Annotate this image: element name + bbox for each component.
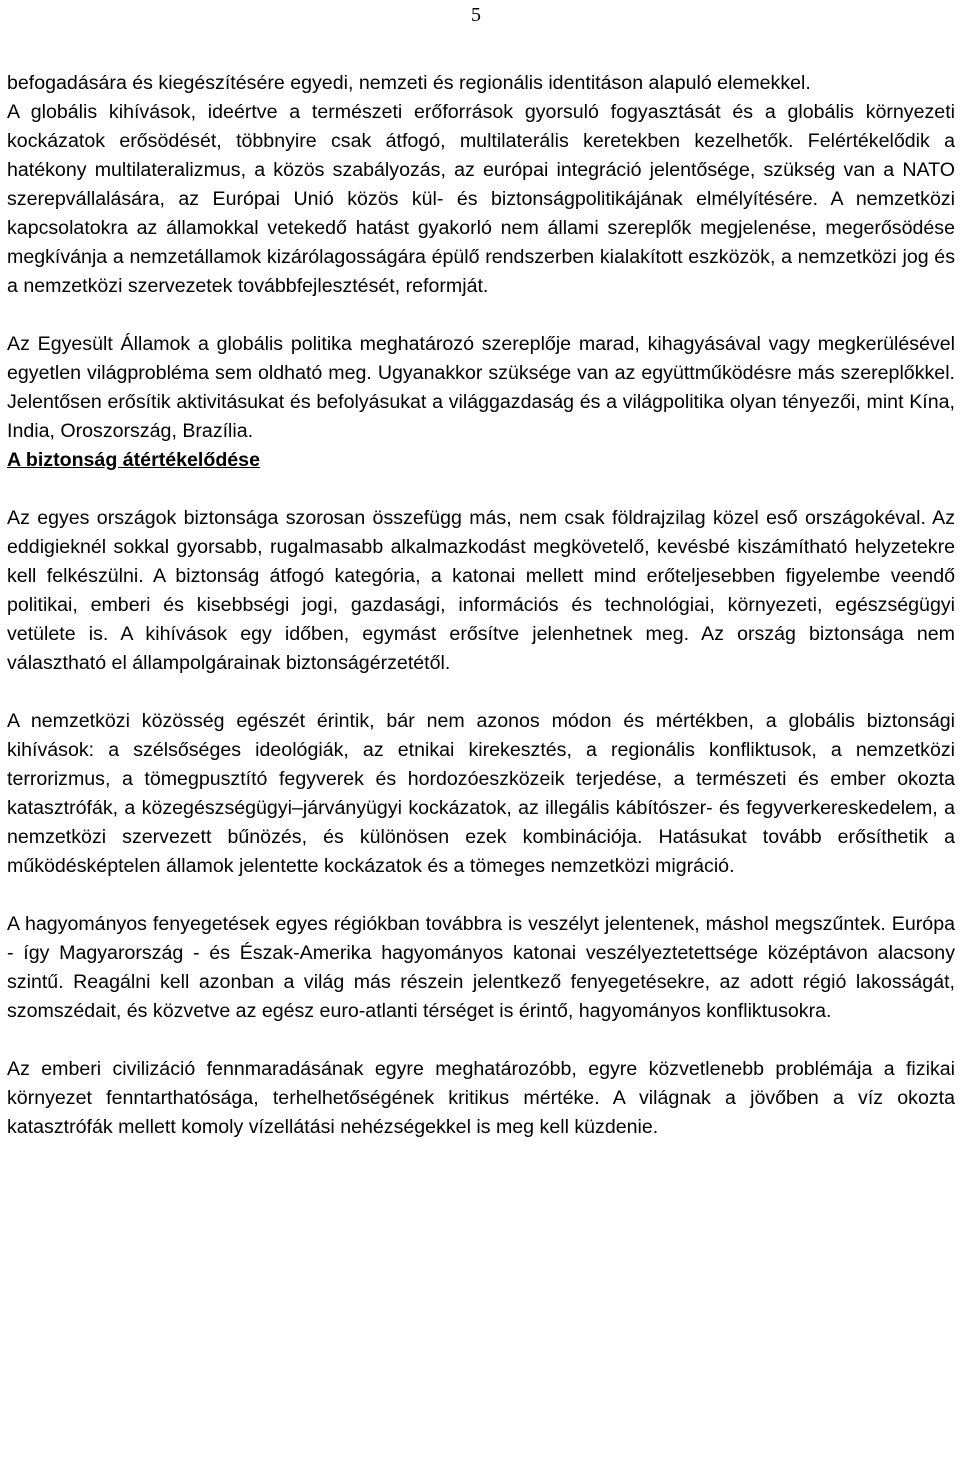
paragraph-environment: Az emberi civilizáció fennmaradásának egyre meghatározóbb, egyre közvetlenebb problémája a fizikai környezet fenntarthatósága, terhelhetőségének kritikus mértéke. A világnak a jövőben a víz okozta katasztrófák mellett komoly vízellátási nehézségekkel is meg kell küzdenie. — [7, 1058, 955, 1138]
paragraph-traditional-threats: A hagyományos fenyegetések egyes régiókban továbbra is veszélyt jelentenek, máshol megszűntek. Európa - így Magyarország - és Észak-Amerika hagyományos katonai veszélyeztetettsége középtávon alacsony szintű. Reagálni kell azonban a világ más részein jelentkező fenyegetésekre, az adott régió lakosságát, szomszédait, és közvetve az egész euro-atlanti térséget is érintő, hagyományos konfliktusokra. — [7, 913, 955, 1022]
paragraph-country-security: Az egyes országok biztonsága szorosan összefügg más, nem csak földrajzilag közel eső országokéval. Az eddigieknél sokkal gyorsabb, rugalmasabb alkalmazkodást megkövetelő, kevésbé kiszámítható helyzetekre kell felkészülni. A biztonság átfogó kategória, a katonai mellett mind erőteljesebben figyelembe veendő politikai, emberi és kisebbségi jogi, gazdasági, információs és technológiai, környezeti, egészségügyi vetülete is. A kihívások egy időben, egymást erősítve jelenhetnek meg. Az ország biztonsága nem választható el állampolgárainak biztonságérzetétől. — [7, 507, 955, 674]
paragraph-united-states: Az Egyesült Államok a globális politika meghatározó szereplője marad, kihagyásával vagy megkerülésével egyetlen világprobléma sem oldható meg. Ugyanakkor szüksége van az együttműködésre más szereplőkkel. Jelentősen erősítik aktivitásukat és befolyásukat a világgazdaság és a világpolitika olyan tényezői, mint Kína, India, Oroszország, Brazília. — [7, 333, 955, 442]
section-heading: A biztonság átértékelődése — [7, 449, 260, 471]
page-number: 5 — [471, 4, 481, 26]
paragraph-global-challenges: A globális kihívások, ideértve a természeti erőforrások gyorsuló fogyasztását és a globális környezeti kockázatok erősödését, többnyire csak átfogó, multilaterális keretekben kezelhetők. Felértékelődik a hatékony multilateralizmus, a közös szabályozás, az európai integráció jelentősége, szükség van a NATO szerepvállalására, az Európai Unió közös kül- és biztonságpolitikájának elmélyítésére. A nemzetközi kapcsolatokra az államokkal vetekedő hatást gyakorló nem állami szereplők megjelenése, megerősödése megkívánja a nemzetállamok kizárólagosságára épülő rendszerben kialakított eszközök, a nemzetközi jog és a nemzetközi szervezetek továbbfejlesztését, reformját. — [7, 101, 955, 297]
paragraph-global-security-challenges: A nemzetközi közösség egészét érintik, bár nem azonos módon és mértékben, a globális biztonsági kihívások: a szélsőséges ideológiák, az etnikai kirekesztés, a regionális konfliktusok, a nemzetközi terrorizmus, a tömegpusztító fegyverek és hordozóeszközeik terjedése, a természeti és ember okozta katasztrófák, a közegészségügyi–járványügyi kockázatok, az illegális kábítószer- és fegyverkereskedelem, a nemzetközi szervezett bűnözés, és különösen ezek kombinációja. Hatásukat tovább erősíthetik a működésképtelen államok jelentette kockázatok és a tömeges nemzetközi migráció. — [7, 710, 955, 877]
paragraph-intro-continuation: befogadására és kiegészítésére egyedi, nemzeti és regionális identitáson alapuló elemekkel. — [7, 72, 811, 94]
document-body — [7, 69, 955, 1142]
